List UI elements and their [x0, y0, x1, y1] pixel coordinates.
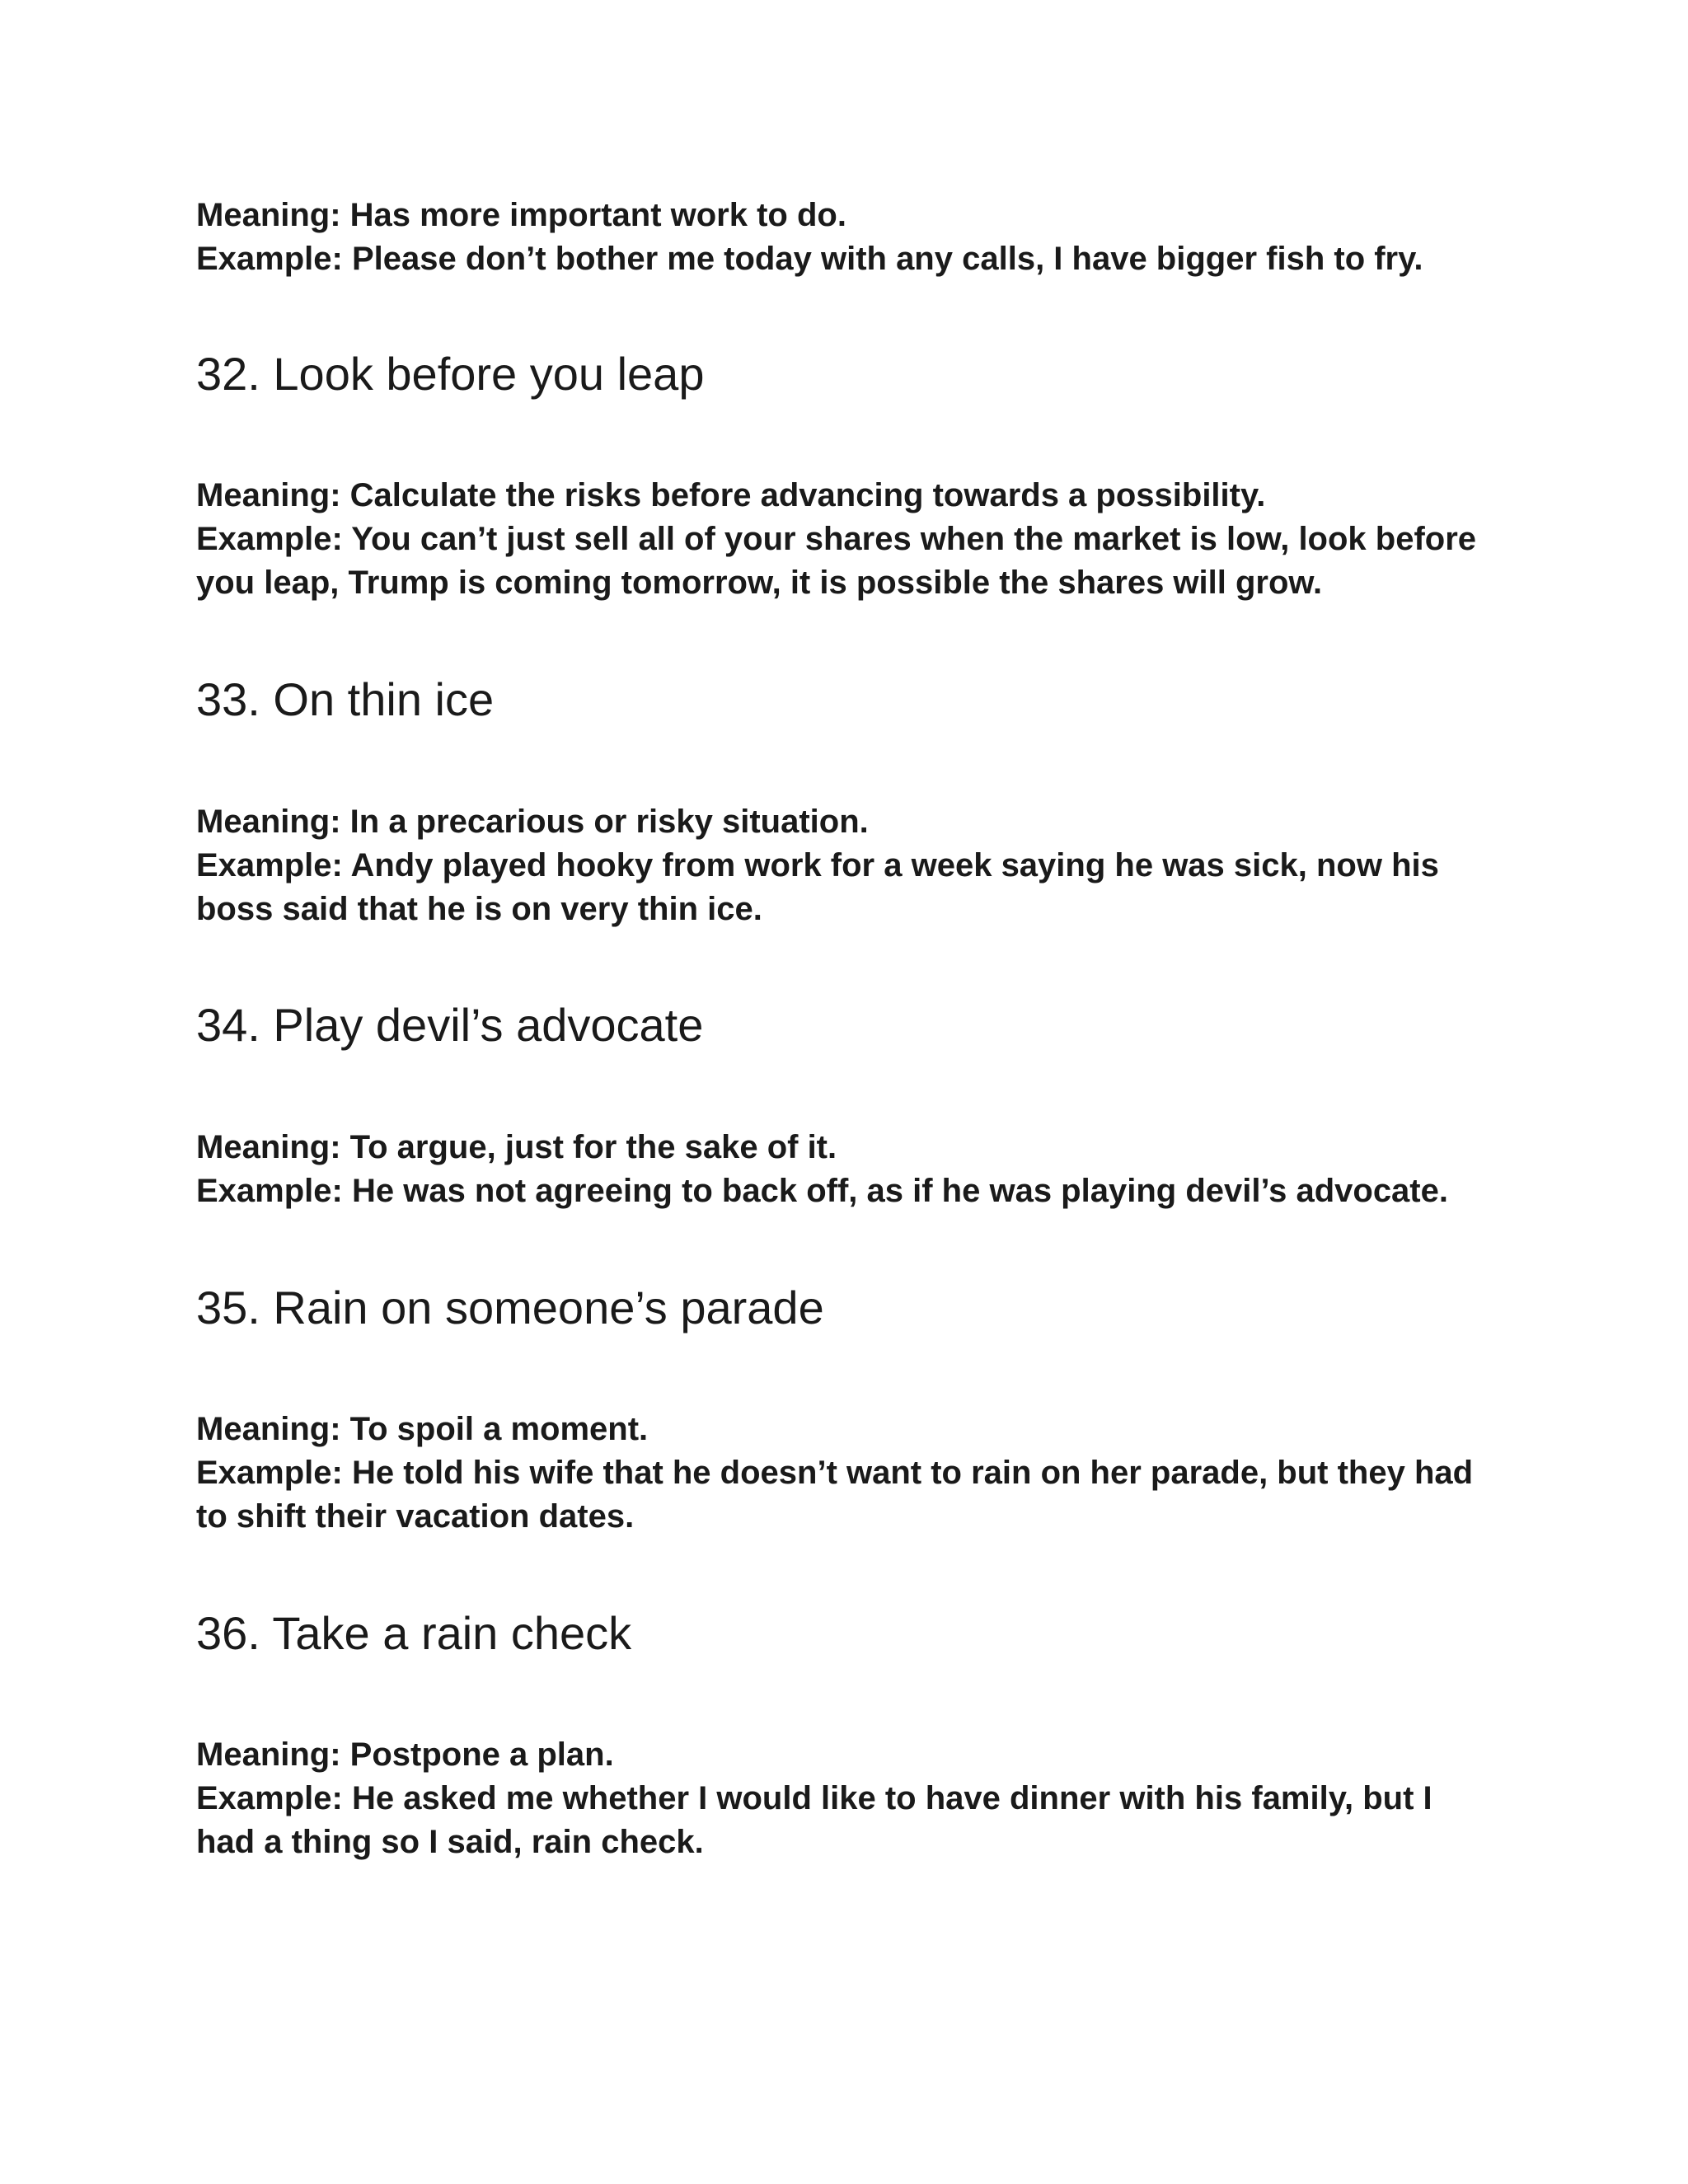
example-text: Example: Please don’t bother me today with any calls, I have bigger fish to fry. [196, 241, 1423, 277]
idiom-heading-34: 34. Play devil’s advocate [196, 999, 704, 1051]
example-text: Example: You can’t just sell all of your shares when the market is low, look before [196, 521, 1477, 557]
idiom-heading-32: 32. Look before you leap [196, 348, 705, 400]
meaning-text: Meaning: Calculate the risks before advancing towards a possibility. [196, 477, 1266, 513]
example-text: had a thing so I said, rain check. [196, 1824, 704, 1860]
idiom-definition-33 [196, 800, 1515, 931]
example-text: boss said that he is on very thin ice. [196, 891, 762, 927]
meaning-text: Meaning: Postpone a plan. [196, 1736, 614, 1773]
idiom-definition-36 [196, 1733, 1515, 1864]
idiom-definition-34 [196, 1126, 1515, 1213]
idiom-definition-35 [196, 1408, 1515, 1539]
meaning-text: Meaning: In a precarious or risky situation. [196, 804, 869, 840]
idiom-definition-32 [196, 474, 1515, 605]
intro-definition [196, 194, 1515, 281]
meaning-text: Meaning: Has more important work to do. [196, 197, 846, 233]
example-text: you leap, Trump is coming tomorrow, it is possible the shares will grow. [196, 565, 1323, 601]
example-text: Example: He was not agreeing to back off, as if he was playing devil’s advocate. [196, 1173, 1448, 1209]
idiom-heading-33: 33. On thin ice [196, 673, 495, 725]
meaning-text: Meaning: To argue, just for the sake of it. [196, 1129, 837, 1165]
example-text: Example: He told his wife that he doesn’t want to rain on her parade, but they had [196, 1455, 1474, 1491]
example-text: Example: Andy played hooky from work for a week saying he was sick, now his [196, 847, 1439, 883]
idiom-heading-35: 35. Rain on someone’s parade [196, 1282, 824, 1333]
meaning-text: Meaning: To spoil a moment. [196, 1411, 649, 1447]
example-text: to shift their vacation dates. [196, 1498, 635, 1535]
idiom-heading-36: 36. Take a rain check [196, 1607, 632, 1659]
example-text: Example: He asked me whether I would like to have dinner with his family, but I [196, 1780, 1432, 1816]
